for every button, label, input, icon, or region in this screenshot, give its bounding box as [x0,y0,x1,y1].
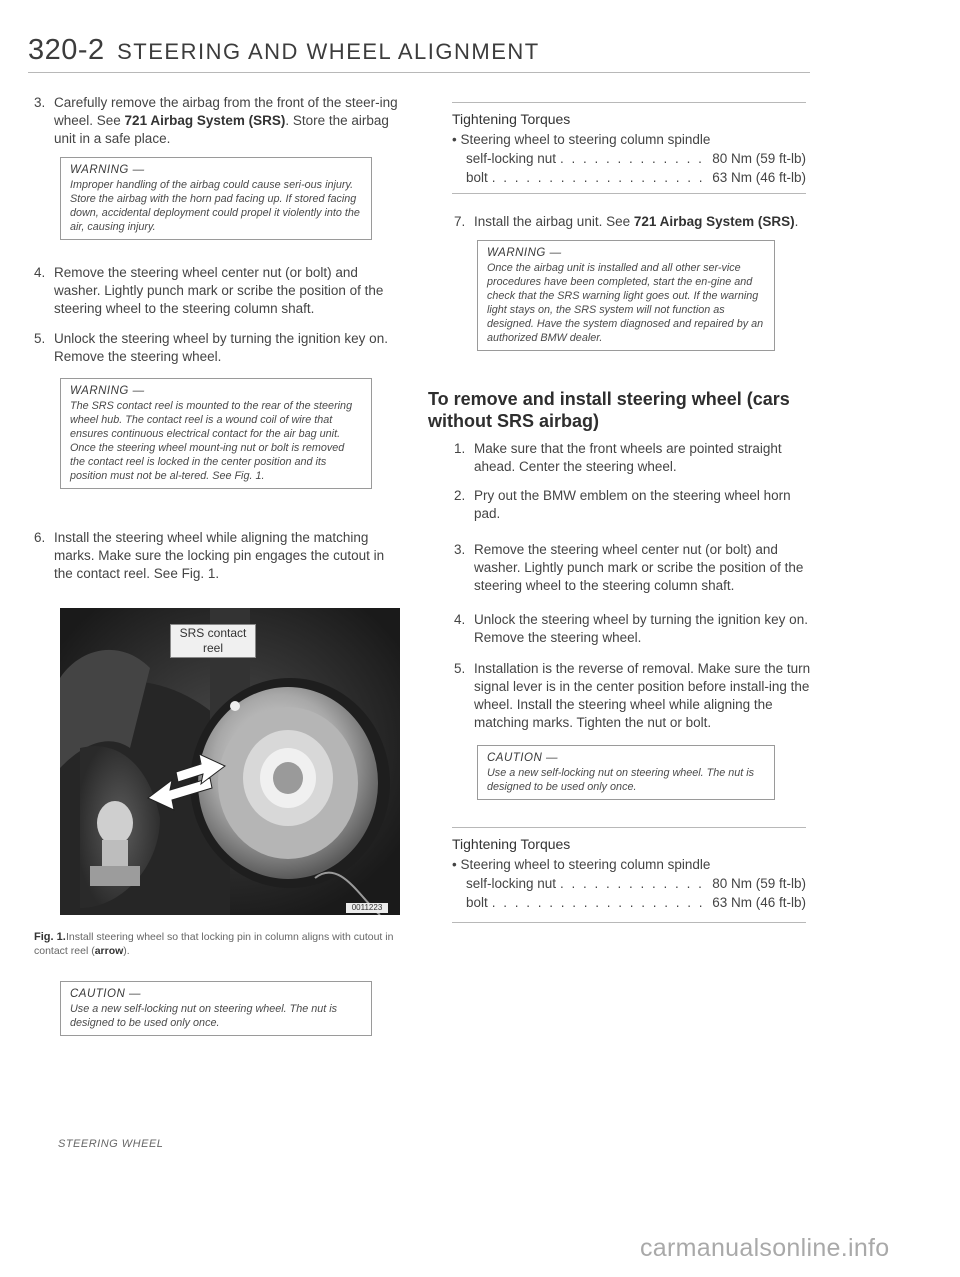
torque-rule [452,922,806,923]
step-7 [454,213,814,231]
step-number: 6. [34,530,46,545]
step-number: 5. [34,331,46,346]
cross-reference: 721 Airbag System (SRS) [633,214,795,229]
torque-title: Tightening Torques [452,836,571,852]
step-text: . [794,214,799,229]
step-5 [34,330,406,366]
step-text: Pry out the BMW emblem on the steering wheel horn pad. [474,488,791,521]
figure-label: Fig. 1. [34,931,66,943]
torque-value: 63 Nm (46 ft-lb) [712,170,806,185]
torque-label: self-locking nut [466,876,557,891]
step-text: Carefully remove the airbag from the front of the steer-ing wheel. See [54,95,398,128]
leader-dots [560,874,708,893]
caution-box [477,745,775,800]
torque-label: bolt [466,895,488,910]
torque-label: bolt [466,170,488,185]
page-footer: STEERING WHEEL [58,1138,164,1150]
step-4b [454,611,814,647]
caution-text: Use a new self-locking nut on steering wheel. The nut is designed to be used only once. [487,767,755,793]
caution-box [60,981,372,1036]
warning-text: Improper handling of the airbag could cause seri-ous injury. Store the airbag with the horn pad facing up. If stored facing down, accidental deployment could propel it violently into the air, causing injury. [70,179,360,233]
page-number: 320-2 [28,34,105,66]
step-number: 4. [34,265,46,280]
warning-box [60,157,372,240]
step-6 [34,529,406,583]
step-5b [454,660,814,732]
step-text: Remove the steering wheel center nut (or bolt) and washer. Lightly punch mark or scribe the position of the steering wheel to the steering column shaft. [54,265,384,316]
step-text: Make sure that the front wheels are pointed straight ahead. Center the steering wheel. [474,441,782,474]
figure-caption [34,930,414,958]
step-text: . Store the airbag unit in a safe place. [54,113,389,146]
watermark-text: carmanualsonline.info [640,1234,890,1262]
torque-table [452,102,806,194]
step-3 [34,94,406,148]
caution-heading: CAUTION — [70,988,141,1000]
step-number: 3. [34,95,46,110]
section-heading: To remove and install steering wheel (cars without SRS airbag) [428,389,790,431]
warning-text: The SRS contact reel is mounted to the rear of the steering wheel hub. The contact reel is a wound coil of wire that ensures continuous electrical contact for the air bag unit. Once the steering wheel mount-ing nut or bolt is removed the contact reel is locked in the center position and its position must not be al-tered. See Fig. 1. [70,400,353,482]
warning-box [477,240,775,351]
warning-heading: WARNING — [487,247,562,259]
torque-rule [452,193,806,194]
torque-item: • Steering wheel to steering column spindle [452,132,711,147]
caption-text: Install steering wheel so that locking pin in column aligns with cutout in contact reel ( [34,931,394,957]
torque-label: self-locking nut [466,151,557,166]
step-2 [454,487,814,523]
step-text: Unlock the steering wheel by turning the ignition key on. Remove the steering wheel. [474,612,808,645]
step-text: Install the airbag unit. See [474,214,634,229]
step-text: Remove the steering wheel center nut (or bolt) and washer. Lightly punch mark or scribe the position of the steering wheel to the steering column shaft. [474,542,804,593]
step-3b [454,541,814,595]
torque-row [452,149,806,168]
step-number: 7. [454,214,466,229]
step-number: 3. [454,542,466,557]
torque-value: 80 Nm (59 ft-lb) [712,151,806,166]
callout-label: SRS contact reel [179,626,247,655]
figure-callout [170,624,256,658]
torque-rule [452,827,806,828]
torque-row [452,874,806,893]
step-1 [454,440,814,476]
torque-rule [452,102,806,103]
caution-heading: CAUTION — [487,752,558,764]
caption-text: ). [123,945,130,957]
step-text: Installation is the reverse of removal. Make sure the turn signal lever is in the center position before install-ing the wheel. Install the steering wheel while aligning the matching marks. Tighten the nut or bolt. [474,661,811,730]
step-text: Unlock the steering wheel by turning the ignition key on. Remove the steering wheel. [54,331,388,364]
torque-row [452,893,806,912]
chapter-title: STEERING AND WHEEL ALIGNMENT [117,39,540,64]
figure-photo [60,608,400,915]
caption-emphasis: arrow [94,945,124,957]
warning-heading: WARNING — [70,164,145,176]
page-header [28,34,540,67]
step-4 [34,264,406,318]
torque-row [452,168,806,187]
step-number: 4. [454,612,466,627]
warning-heading: WARNING — [70,385,145,397]
caution-text: Use a new self-locking nut on steering wheel. The nut is designed to be used only once. [70,1003,338,1029]
step-text: Install the steering wheel while aligning the matching marks. Make sure the locking pin engages the cutout in the contact reel. See Fig. 1. [54,530,385,581]
leader-dots [492,893,708,912]
leader-dots [492,168,708,187]
torque-table [452,827,806,923]
step-number: 5. [454,661,466,676]
torque-title: Tightening Torques [452,111,571,127]
leader-dots [560,149,708,168]
warning-text: Once the airbag unit is installed and all other ser-vice procedures have been completed, start the en-gine and check that the SRS warning light goes out. If the warning light stays on, the SRS system will not function as designed. Have the system diagnosed and repaired by an authorized BMW dealer. [487,262,764,344]
header-rule [28,72,810,73]
torque-item: • Steering wheel to steering column spindle [452,857,711,872]
torque-value: 63 Nm (46 ft-lb) [712,895,806,910]
step-number: 1. [454,441,466,456]
cross-reference: 721 Airbag System (SRS) [124,113,286,128]
figure-code: 0011223 [351,903,383,912]
step-number: 2. [454,488,466,503]
torque-value: 80 Nm (59 ft-lb) [712,876,806,891]
warning-box [60,378,372,489]
